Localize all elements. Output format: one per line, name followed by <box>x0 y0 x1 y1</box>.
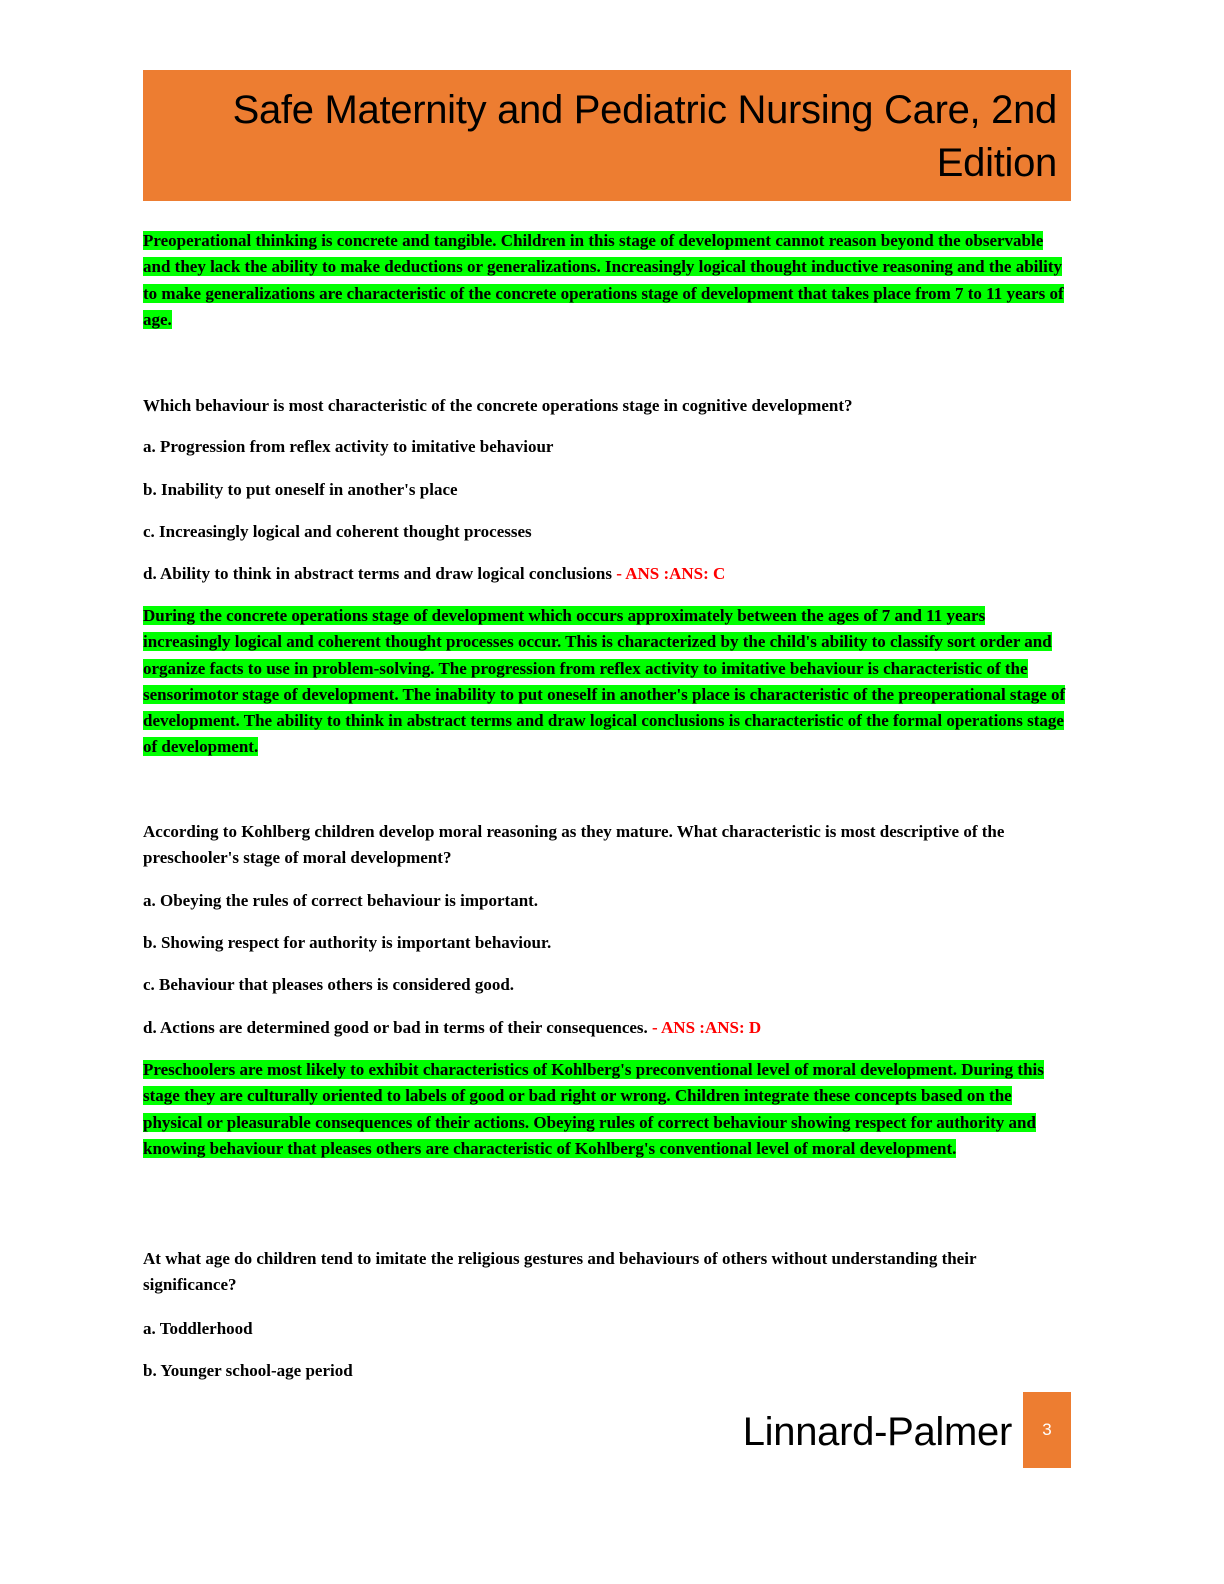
document-title: Safe Maternity and Pediatric Nursing Care, 2nd Edition <box>232 88 1057 185</box>
option-d-text: d. Ability to think in abstract terms and draw logical conclusions <box>143 564 612 583</box>
rationale-paragraph <box>143 1057 1071 1162</box>
rationale-paragraph <box>143 228 1071 333</box>
answer-option-c: c. Behaviour that pleases others is considered good. <box>143 975 515 994</box>
answer-option-b: b. Younger school-age period <box>143 1361 353 1380</box>
highlighted-text: Preschoolers are most likely to exhibit characteristics of Kohlberg's preconventional level of moral development. During this stage they are culturally oriented to labels of good or bad right or wrong. Children integrate these concepts based on the physical or pleasurable consequences of their actions. Obeying rules of correct behaviour showing respect for authority and knowing behaviour that pleases others are characteristic of Kohlberg's conventional level of moral development. <box>143 1060 1044 1158</box>
correct-answer-label: - ANS :ANS: C <box>611 564 726 583</box>
correct-answer-label: - ANS :ANS: D <box>647 1018 762 1037</box>
answer-option-a: a. Obeying the rules of correct behaviour is important. <box>143 891 539 910</box>
question-text: At what age do children tend to imitate the religious gestures and behaviours of others without understanding their significance? <box>143 1249 977 1295</box>
header-band <box>143 70 1071 201</box>
answer-option-b: b. Inability to put oneself in another's place <box>143 480 458 499</box>
answer-option-b: b. Showing respect for authority is important behaviour. <box>143 933 552 952</box>
highlighted-text: Preoperational thinking is concrete and tangible. Children in this stage of development cannot reason beyond the observable and they lack the ability to make deductions or generalizations. Increasingly logical thought inductive reasoning and the ability to make generalizations are characteristic of the concrete operations stage of development that takes place from 7 to 11 years of age. <box>143 231 1064 329</box>
answer-option-d <box>143 561 1071 587</box>
rationale-paragraph <box>143 603 1071 761</box>
footer-author: Linnard-Palmer <box>742 1410 1012 1454</box>
option-d-text: d. Actions are determined good or bad in terms of their consequences. <box>143 1018 648 1037</box>
answer-option-d <box>143 1015 1071 1041</box>
page-number: 3 <box>1042 1420 1052 1439</box>
answer-option-a: a. Toddlerhood <box>143 1319 253 1338</box>
page-number-box <box>1023 1392 1071 1468</box>
question-text: According to Kohlberg children develop moral reasoning as they mature. What characteristic is most descriptive of the preschooler's stage of moral development? <box>143 822 1005 868</box>
answer-option-a: a. Progression from reflex activity to imitative behaviour <box>143 437 554 456</box>
answer-option-c: c. Increasingly logical and coherent thought processes <box>143 522 532 541</box>
question-text: Which behaviour is most characteristic of the concrete operations stage in cognitive development? <box>143 396 853 415</box>
highlighted-text: During the concrete operations stage of development which occurs approximately between the ages of 7 and 11 years increasingly logical and coherent thought processes occur. This is characterized by the child's ability to classify sort order and organize facts to use in problem-solving. The progression from reflex activity to imitative behaviour is characteristic of the sensorimotor stage of development. The inability to put oneself in another's place is characteristic of the preoperational stage of development. The ability to think in abstract terms and draw logical conclusions is characteristic of the formal operations stage of development. <box>143 606 1066 757</box>
